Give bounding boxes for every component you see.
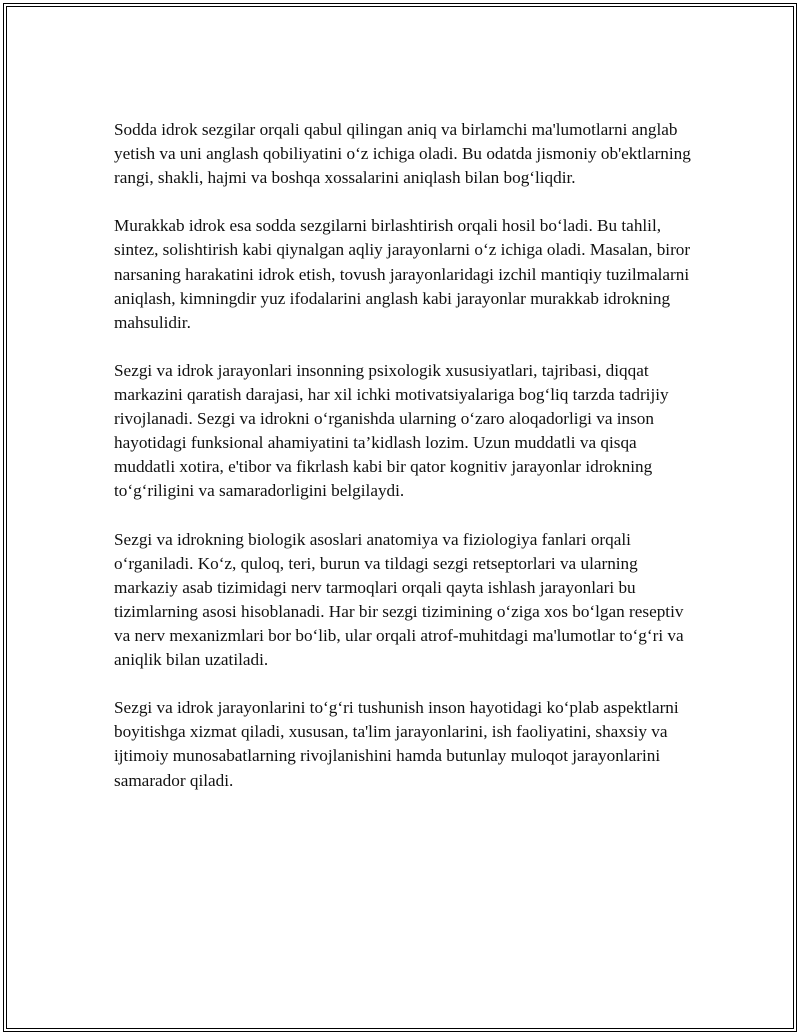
paragraph-conclusion: Sezgi va idrok jarayonlarini to‘g‘ri tushunish inson hayotidagi ko‘plab aspektlarni boyitishga xizmat qiladi, xususan, ta'lim jarayonlarini, ish faoliyatini, shaxsiy va ijtimoiy munosabatlarning rivojlanishini hamda butunlay muloqot jarayonlarini samarador qiladi. [114,698,679,790]
paragraph-biological-basis: Sezgi va idrokning biologik asoslari anatomiya va fiziologiya fanlari orqali o‘rganiladi. Ko‘z, quloq, teri, burun va tildagi sezgi retseptorlari va ularning markaziy asab tizimidagi nerv tarmoqlari orqali qayta ishlash jarayonlari bu tizimlarning asosi hisoblanadi. Har bir sezgi tizimining o‘ziga xos bo‘lgan reseptiv va nerv mexanizmlari bor bo‘lib, ular orqali atrof-muhitdagi ma'lumotlar to‘g‘ri va aniqlik bilan uzatiladi. [114,529,684,670]
paragraph-development: Sezgi va idrok jarayonlari insonning psixologik xususiyatlari, tajribasi, diqqat markazini qaratish darajasi, har xil ichki motivatsiyalariga bog‘liq tarzda tadrijiy rivojlanadi. Sezgi va idrokni o‘rganishda ularning o‘zaro aloqadorligi va inson hayotidagi funksional ahamiyatini ta’kidlash lozim. Uzun muddatli va qisqa muddatli xotira, e'tibor va fikrlash kabi bir qator kognitiv jarayonlar idrokning to‘g‘riligini va samaradorligini belgilaydi. [114,360,669,501]
document-body [114,118,694,817]
paragraph-simple-perception: Sodda idrok sezgilar orqali qabul qilingan aniq va birlamchi ma'lumotlarni anglab yetish va uni anglash qobiliyatini o‘z ichiga oladi. Bu odatda jismoniy ob'ektlarning rangi, shakli, hajmi va boshqa xossalarini aniqlash bilan bog‘liqdir. [114,120,691,188]
paragraph-complex-perception: Murakkab idrok esa sodda sezgilarni birlashtirish orqali hosil bo‘ladi. Bu tahlil, sintez, solishtirish kabi qiynalgan aqliy jarayonlarni o‘z ichiga oladi. Masalan, biror narsaning harakatini idrok etish, tovush jarayonlaridagi izchil mantiqiy tuzilmalarni aniqlash, kimningdir yuz ifodalarini anglash kabi jarayonlar murakkab idrokning mahsulidir. [114,216,691,332]
